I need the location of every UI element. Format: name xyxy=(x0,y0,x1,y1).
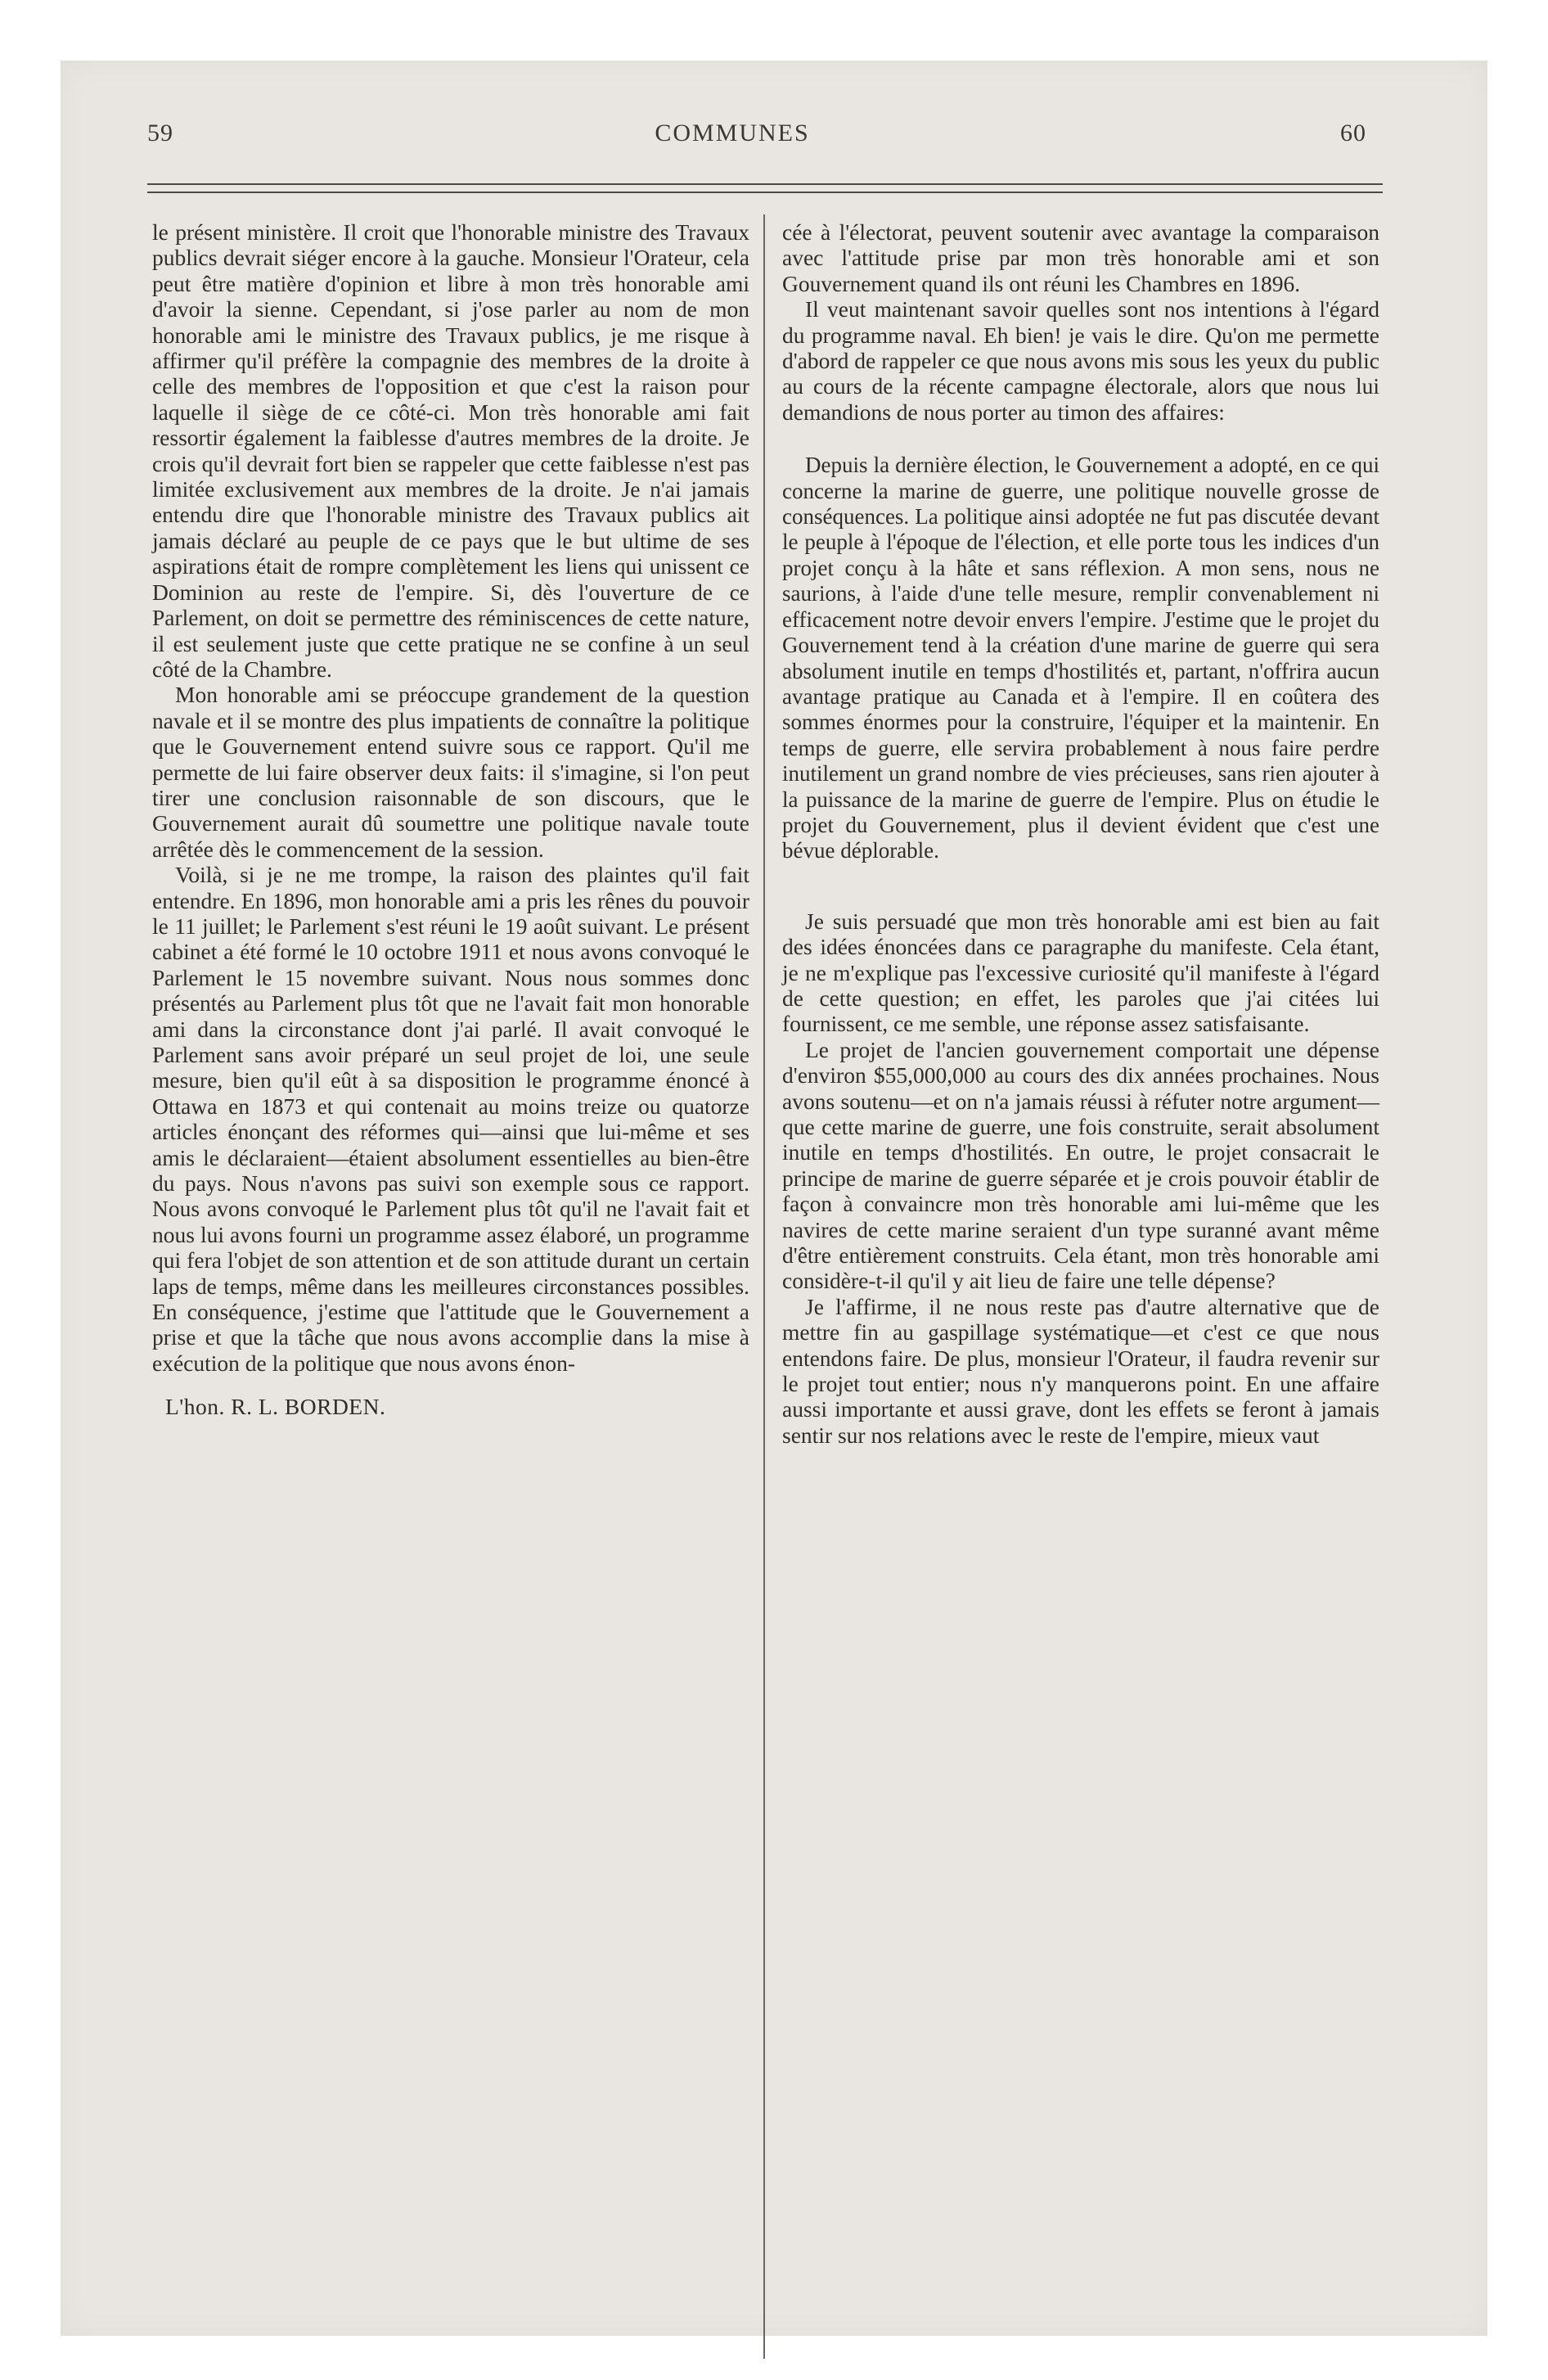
page-number-right: 60 xyxy=(1340,119,1366,146)
running-title: COMMUNES xyxy=(655,119,810,146)
right-paragraph-2: Il veut maintenant savoir quelles sont nos intentions à l'égard du programme naval. Eh bien! je vais le dire. Qu'on me permette d'abord de rappeler ce que nous avons mis sous les yeux du public au cours de la récente campagne électorale, alors que nous lui demandions de nous porter au timon des affaires: xyxy=(782,296,1379,425)
left-paragraph-3: Voilà, si je ne me trompe, la raison des plaintes qu'il fait entendre. En 1896, mon honorable ami a pris les rênes du pouvoir le 11 juillet; le Parlement s'est réuni le 19 août suivant. Le présent cabinet a été formé le 10 octobre 1911 et nous avons convoqué le Parlement le 15 novembre suivant. Nous nous sommes donc présentés au Parlement plus tôt que ne l'avait fait mon honorable ami dans la circonstance dont j'ai parlé. Il avait convoqué le Parlement sans avoir préparé un seul projet de loi, une seule mesure, bien qu'il eût à sa disposition le programme énoncé à Ottawa en 1873 et qui contenait au moins treize ou quatorze articles énonçant des réformes qui—ainsi que lui-même et ses amis le déclaraient—étaient absolument essentielles au bien-être du pays. Nous n'avons pas suivi son exemple sous ce rapport. Nous avons convoqué le Parlement plus tôt qu'il ne l'avait fait et nous lui avons fourni un programme assez élaboré, un programme qui fera l'objet de son attention et de son attitude durant un certain laps de temps, même dans les meilleures circonstances possibles. En conséquence, j'estime que l'attitude que le Gouvernement a prise et que la tâche que nous avons accomplie dans la mise à exécution de la politique que nous avons énon- xyxy=(152,862,749,1376)
right-paragraph-4: Le projet de l'ancien gouvernement comportait une dépense d'environ $55,000,000 au cours des dix années prochaines. Nous avons soutenu—et on n'a jamais réussi à réfuter notre argument—que cette marine de guerre, une fois construite, serait absolument inutile en temps d'hostilités. En outre, le projet consacrait le principe de marine de guerre séparée et je crois pouvoir établir de façon à convaincre mon très honorable ami lui-même que les navires de cette marine seraient d'un type suranné avant même d'être entièrement construits. Cela étant, mon très honorable ami considère-t-il qu'il y ait lieu de faire une telle dépense? xyxy=(782,1036,1379,1294)
speaker-signature: L'hon. R. L. BORDEN. xyxy=(165,1394,386,1420)
left-paragraph-1: le présent ministère. Il croit que l'honorable ministre des Travaux publics devrait siéger encore à la gauche. Monsieur l'Orateur, cela peut être matière d'opinion et libre à mon très honorable ami d'avoir la sienne. Cependant, si j'ose parler au nom de mon honorable ami le ministre des Travaux publics, je me risque à affirmer qu'il préfère la compagnie des membres de la droite à celle des membres de l'opposition et que c'est la raison pour laquelle il siège de ce côté-ci. Mon très honorable ami fait ressortir également la faiblesse d'autres membres de la droite. Je crois qu'il devrait fort bien se rappeler que cette faiblesse n'est pas limitée exclusivement aux membres de la droite. Je n'ai jamais entendu dire que l'honorable ministre des Travaux publics ait jamais déclaré au peuple de ce pays que le but ultime de ses aspirations était de rompre complètement les liens qui unissent ce Dominion au reste de l'empire. Si, dès l'ouverture de ce Parlement, on doit se permettre des réminiscences de cette nature, il est seulement juste que cette pratique ne se confine à un seul côté de la Chambre. xyxy=(152,219,749,682)
page-header xyxy=(90,119,1375,152)
page-number-left: 59 xyxy=(147,119,173,146)
header-rule-top xyxy=(147,183,1383,185)
header-rule-bottom xyxy=(147,192,1383,193)
left-paragraph-2: Mon honorable ami se préoccupe grandement de la question navale et il se montre des plus impatients de connaître la politique que le Gouvernement entend suivre sous ce rapport. Qu'il me permette de lui faire observer deux faits: il s'imagine, si l'on peut tirer une conclusion raisonnable de son discours, que le Gouvernement aurait dû soumettre une politique navale toute arrêtée dès le commencement de la session. xyxy=(152,682,749,862)
right-paragraph-3: Je suis persuadé que mon très honorable ami est bien au fait des idées énoncées dans ce paragraphe du manifeste. Cela étant, je ne m'explique pas l'excessive curiosité qu'il manifeste à l'égard de cette question; en effet, les paroles que j'ai citées lui fournissent, ce me semble, une réponse assez satisfaisante. xyxy=(782,908,1379,1037)
right-paragraph-1: cée à l'électorat, peuvent soutenir avec avantage la comparaison avec l'attitude prise par mon très honorable ami et son Gouvernement quand ils ont réuni les Chambres en 1896. xyxy=(782,219,1379,296)
right-column xyxy=(782,219,1379,1448)
right-paragraph-5: Je l'affirme, il ne nous reste pas d'autre alternative que de mettre fin au gaspillage systématique—et c'est ce que nous entendons faire. De plus, monsieur l'Orateur, il faudra revenir sur le projet tout entier; nous n'y manquerons point. En une affaire aussi importante et aussi grave, dont les effets se feront à jamais sentir sur nos relations avec le reste de l'empire, mieux vaut xyxy=(782,1293,1379,1448)
manifesto-quote: Depuis la dernière élection, le Gouvernement a adopté, en ce qui concerne la marine de guerre, une politique nouvelle grosse de conséquences. La politique ainsi adoptée ne fut pas discutée devant le peuple à l'époque de l'élection, et elle porte tous les indices d'un projet conçu à la hâte et sans réflexion. A mon sens, nous ne saurions, à l'aide d'une telle mesure, remplir convenablement ni efficacement notre devoir envers l'empire. J'estime que le projet du Gouvernement tend à la création d'une marine de guerre qui sera absolument inutile en temps d'hostilités et, partant, n'offrira aucun avantage pratique au Canada et à l'empire. Il en coûtera des sommes énormes pour la construire, l'équiper et la maintenir. En temps de guerre, elle servira probablement à nous faire perdre inutilement un grand nombre de vies précieuses, sans rien ajouter à la puissance de la marine de guerre de l'empire. Plus on étudie le projet du Gouvernement, plus il devient évident que c'est une bévue déplorable. xyxy=(782,453,1379,863)
spacer xyxy=(782,864,1379,908)
column-divider xyxy=(763,214,765,2359)
spacer xyxy=(782,425,1379,453)
left-column xyxy=(152,219,749,1420)
